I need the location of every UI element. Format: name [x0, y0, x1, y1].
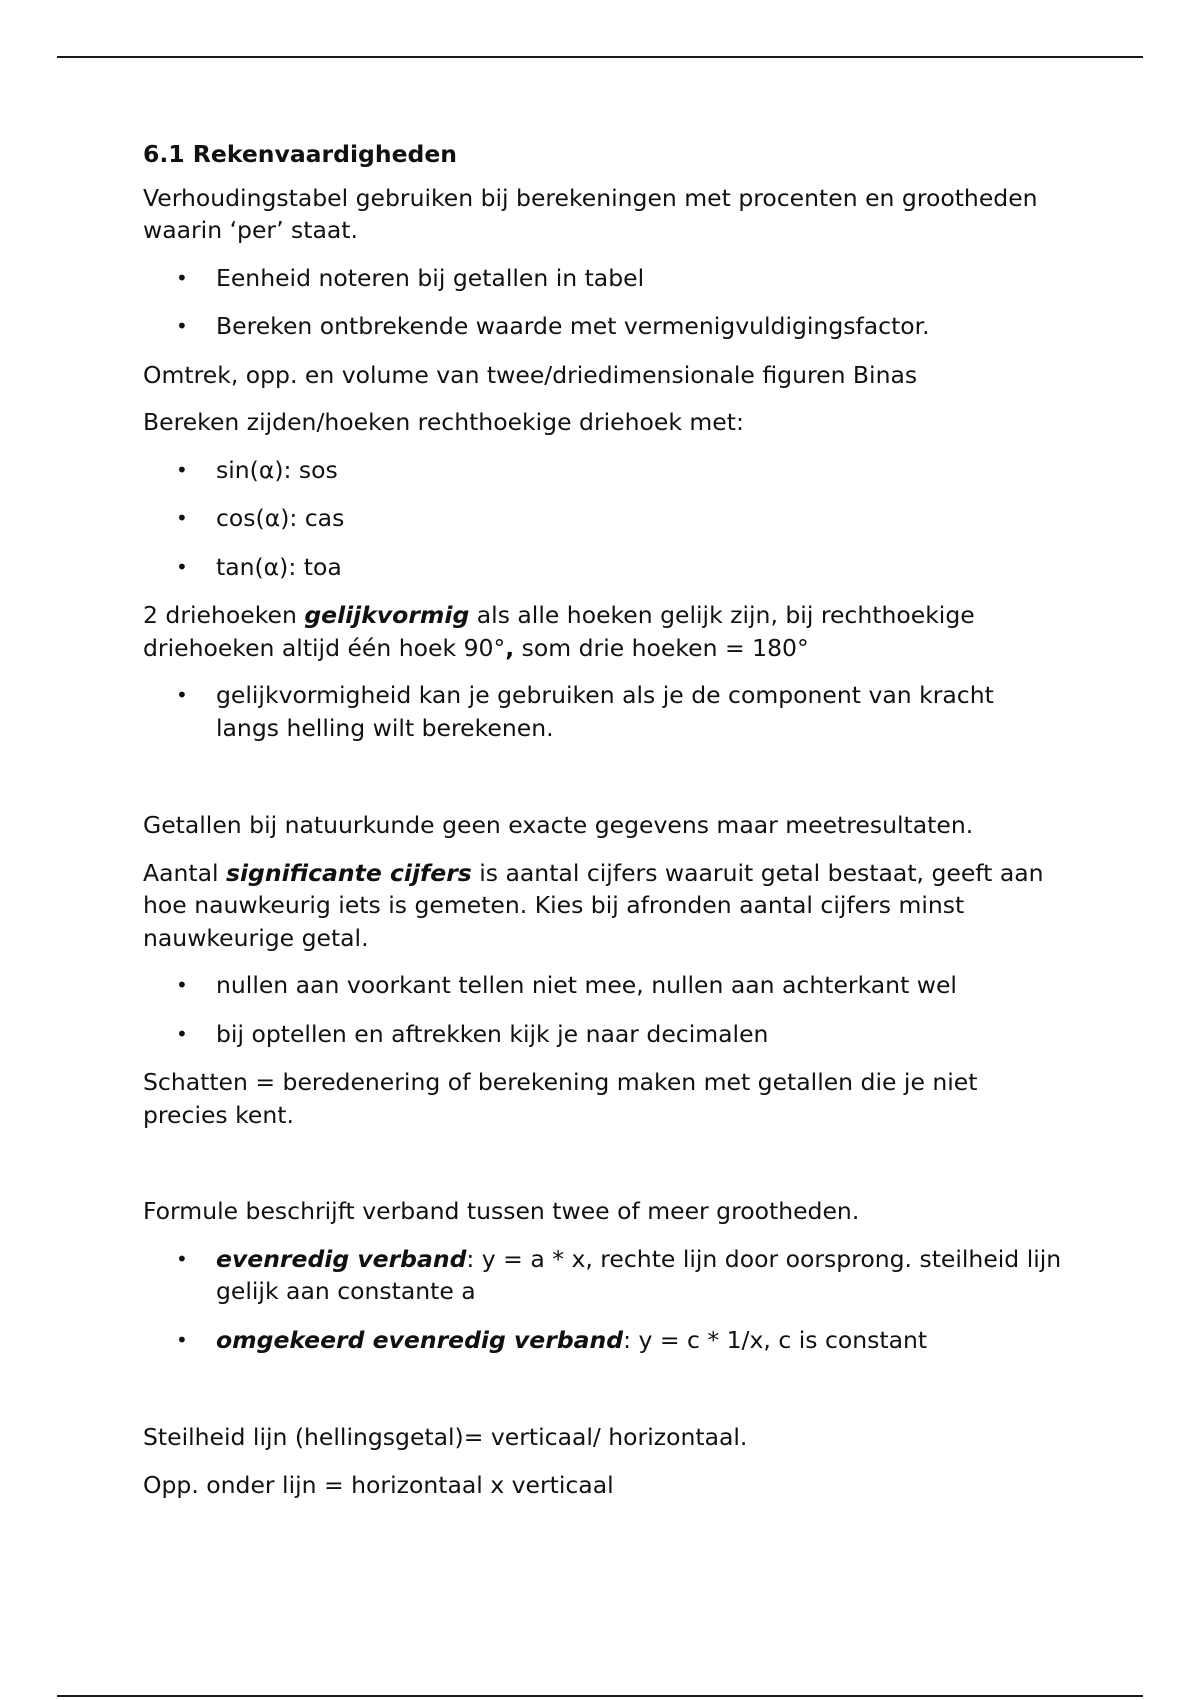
text-run: is aantal cijfers waaruit getal bestaat, geeft aan hoe nauwkeurig iets is gemeten. Kies bij afronden aantal cijfers minst nauwkeurige getal. — [143, 858, 1044, 952]
bullet-list-goniometrie — [143, 454, 1063, 584]
term-gelijkvormig: gelijkvormig — [304, 601, 470, 629]
list-item: • Eenheid noteren bij getallen in tabel — [143, 262, 1063, 295]
paragraph-driehoek: Bereken zijden/hoeken rechthoekige driehoek met: — [143, 408, 744, 436]
text-run: : y = c * 1/x, c is constant — [623, 1325, 928, 1354]
paragraph-verhoudingstabel: Verhoudingstabel gebruiken bij berekeningen met procenten en grootheden waarin ‘per’ staat. — [143, 183, 1038, 244]
top-rule — [57, 56, 1143, 58]
paragraph-schatten: Schatten = beredenering of berekening maken met getallen die je niet precies kent. — [143, 1068, 978, 1129]
text-run: als alle hoeken gelijk zijn, bij rechthoekige driehoeken altijd één hoek 90° — [143, 601, 975, 662]
bold-comma: , — [505, 633, 515, 662]
spacer — [143, 1146, 1063, 1195]
list-item: • gelijkvormigheid kan je gebruiken als je de component van kracht langs helling wilt berekenen. — [143, 679, 1063, 744]
text-run: 2 driehoeken — [143, 601, 305, 629]
text-run: : y = a * x, rechte lijn door oorsprong. steilheid lijn gelijk aan constante a — [216, 1244, 1062, 1305]
spacer — [143, 760, 1063, 809]
paragraph-oppervlakte: Opp. onder lijn = horizontaal x verticaal — [143, 1470, 614, 1499]
paragraph-omtrek: Omtrek, opp. en volume van twee/driedimensionale figuren Binas — [143, 360, 918, 389]
text-run: som drie hoeken = 180° — [514, 633, 809, 662]
list-item: • tan(α): toa — [143, 551, 1063, 584]
paragraph-formule: Formule beschrijft verband tussen twee of meer grootheden. — [143, 1197, 860, 1225]
document-body — [143, 138, 1063, 1516]
list-item: • Bereken ontbrekende waarde met vermenigvuldigingsfactor. — [143, 310, 1063, 343]
list-item: • cos(α): cas — [143, 502, 1063, 535]
term-evenredig-verband: evenredig verband — [216, 1244, 467, 1273]
list-item: • nullen aan voorkant tellen niet mee, nullen aan achterkant wel — [143, 969, 1063, 1002]
bullet-list-gelijkvormigheid — [143, 679, 1063, 744]
term-omgekeerd-evenredig-verband: omgekeerd evenredig verband — [216, 1325, 624, 1354]
bullet-list-significantie — [143, 969, 1063, 1050]
bottom-rule — [57, 1695, 1143, 1697]
list-item — [143, 1243, 1063, 1308]
spacer — [143, 1372, 1063, 1421]
bullet-list-verhoudingstabel — [143, 262, 1063, 343]
text-run: Aantal — [143, 858, 226, 887]
term-significante-cijfers: significante cijfers — [225, 858, 472, 887]
list-item: • sin(α): sos — [143, 454, 1063, 487]
section-heading: 6.1 Rekenvaardigheden — [143, 140, 457, 168]
paragraph-steilheid: Steilheid lijn (hellingsgetal)= verticaal/ horizontaal. — [143, 1423, 748, 1451]
paragraph-significante-cijfers — [143, 857, 1063, 955]
paragraph-meetresultaten: Getallen bij natuurkunde geen exacte gegevens maar meetresultaten. — [143, 811, 974, 839]
list-item: • bij optellen en aftrekken kijk je naar decimalen — [143, 1018, 1063, 1051]
paragraph-gelijkvormig — [143, 599, 1063, 664]
bullet-list-verbanden — [143, 1243, 1063, 1357]
list-item — [143, 1324, 1063, 1357]
